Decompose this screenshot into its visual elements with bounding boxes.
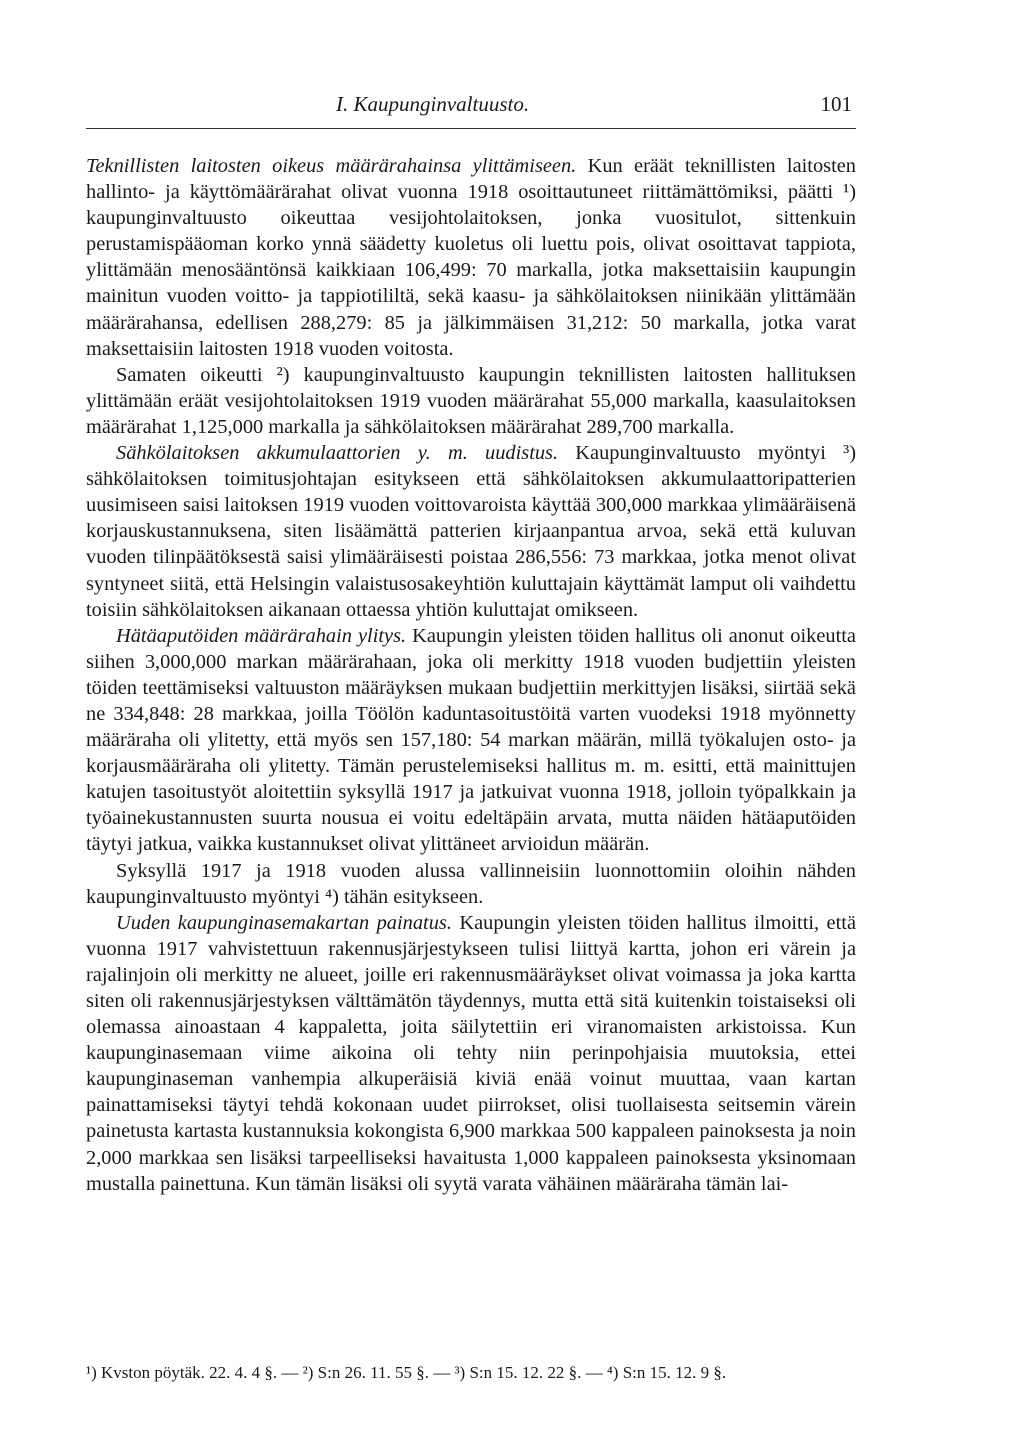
running-title: I. Kaupunginvaltuusto.	[336, 92, 530, 116]
paragraph-technical-works	[86, 153, 856, 362]
page-header	[86, 88, 856, 129]
footnote-text: ¹) Kvston pöytäk. 22. 4. 4 §. — ²) S:n 26. 11. 55 §. — ³) S:n 15. 12. 22 §. — ⁴) S:n 15. 12. 9 §.	[86, 1363, 727, 1382]
footnotes	[86, 1362, 856, 1384]
paragraph-text: Kaupunginvaltuusto myöntyi ³) sähkölaitoksen toimitusjohtajan esitykseen että sähkölaitoksen akkumulaattoripatterien uusimiseen saisi laitoksen 1919 vuoden voittovaroista käyttää 300,000 markkaa ylimääräisenä korjauskustannuksena, siten lisäämättä patterien kirjaanpantua arvoa, sekä että kuluvan vuoden tilinpäätöksestä saisi ylimääräisesti poistaa 286,556: 73 markkaa, jotka menot olivat syntyneet siitä, että Helsingin valaistusosakeyhtiön kuluttajain käyttämät lamput oli vaihdettu toisiin sähkölaitoksen aikanaan ottaessa yhtiön kuluttajat omikseen.	[86, 442, 856, 621]
paragraph-samaten	[86, 362, 856, 440]
paragraph-accumulators	[86, 440, 856, 623]
paragraph-city-map	[86, 910, 856, 1197]
paragraph-emergency-works	[86, 623, 856, 858]
paragraph-heading: Hätäaputöiden määrärahain ylitys.	[116, 624, 407, 647]
paragraph-text: Kaupungin yleisten töiden hallitus ilmoitti, että vuonna 1917 vahvistettuun rakennusjärjestykseen tulisi liittyä kartta, johon eri värein ja rajalinjoin oli merkitty ne alueet, joille eri rakennusmääräykset olivat voimassa ja joka kartta siten oli rakennusjärjestyksen välttämätön täydennys, mutta että sitä kuitenkin toistaiseksi oli olemassa ainoastaan 4 kappaletta, joita säilytettiin eri viranomaisten arkistoissa. Kun kaupunginasemaan viime aikoina oli tehty niin perinpohjaisia muutoksia, ettei kaupunginaseman vanhempia alkuperäisiä kiviä enää voinut muuttaa, vaan kartan painattamiseksi täytyi tehdä kokonaan uudet piirrokset, olisi tuollaisesta seitsemin värein painetusta kartasta kustannuksia kokongista 6,900 markkaa 500 kappaleen painoksesta ja noin 2,000 markkaa sen lisäksi tarpeelliseksi havaitusta 1,000 kappaleen painoksesta yksinomaan mustalla painettuna. Kun tämän lisäksi oli syytä varata vähäinen määräraha tämän lai-	[86, 911, 856, 1195]
paragraph-heading: Uuden kaupunginasemakartan painatus.	[116, 911, 452, 934]
page-number: 101	[820, 92, 852, 116]
paragraph-text: Kun eräät teknillisten laitosten hallinto- ja käyttömäärärahat olivat vuonna 1918 osoittautuneet riittämättömiksi, päätti ¹) kaupunginvaltuusto oikeuttaa vesijohtolaitoksen, jonka vuositulot, sittenkuin perustamispääoman korko ynnä säädetty kuoletus oli luettu pois, olivat osoittavat tappiota, ylittämään menosääntönsä kaikkiaan 106,499: 70 markalla, jotka maksettaisiin kaupungin mainitun vuoden voitto- ja tappiotililtä, sekä kaasu- ja sähkölaitoksen niinikään ylittämään määrärahansa, edellisen 288,279: 85 ja jälkimmäisen 31,212: 50 markalla, jotka varat maksettaisiin laitosten 1918 vuoden voitosta.	[86, 155, 856, 360]
paragraph-heading: Sähkölaitoksen akkumulaattorien y. m. uudistus.	[116, 442, 559, 465]
paragraph-text: Samaten oikeutti ²) kaupunginvaltuusto kaupungin teknillisten laitosten hallituksen ylittämään eräät vesijohtolaitoksen 1919 vuoden määrärahat 55,000 markalla, kaasulaitoksen määrärahat 1,125,000 markalla ja sähkölaitoksen määrärahat 289,700 markalla.	[86, 363, 856, 438]
paragraph-text: Kaupungin yleisten töiden hallitus oli anonut oikeutta siihen 3,000,000 markan määrärahaan, joka oli merkitty 1918 vuoden budjettiin yleisten töiden teettämiseksi valtuuston määräyksen mukaan budjettiin merkittyjen lisäksi, siirtää sekä ne 334,848: 28 markkaa, joilla Töölön kaduntasoitustöitä varten vuodeksi 1918 myönnetty määräraha oli ylitetty, että myös sen 157,180: 54 markan määrän, millä työkalujen osto- ja korjausmääräraha oli ylitetty. Tämän perustelemiseksi hallitus m. m. esitti, että mainittujen katujen tasoitustyöt aloitettiin syksyllä 1917 ja jatkuivat vuonna 1918, jolloin työpalkkain ja työainekustannusten suurta nousua ei voitu edeltäpäin arvata, mutta näiden hätäaputöiden täytyi jatkua, vaikka kustannukset olivat ylittäneet arvioidun määrän.	[86, 624, 856, 856]
paragraph-heading: Teknillisten laitosten oikeus määrärahainsa ylittämiseen.	[86, 155, 577, 177]
paragraph-text: Syksyllä 1917 ja 1918 vuoden alussa vallinneisiin luonnottomiin oloihin nähden kaupunginvaltuusto myöntyi ⁴) tähän esitykseen.	[86, 859, 856, 908]
paragraph-syksylla	[86, 858, 856, 910]
body-text	[86, 153, 856, 1197]
